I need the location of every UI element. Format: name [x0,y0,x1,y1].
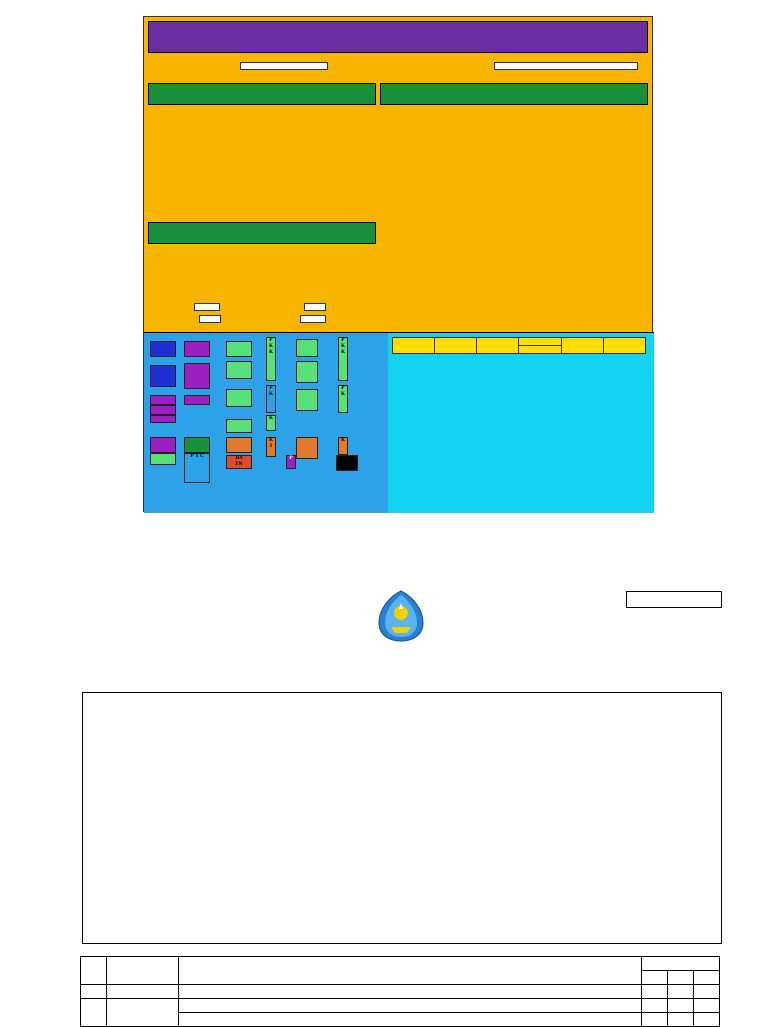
th-tp [642,971,668,985]
mp-2c-button[interactable] [150,405,176,415]
mp-3c-button[interactable] [184,437,210,453]
th-pernyataan [179,957,642,985]
col-num-4 [642,985,668,999]
pk-button-4[interactable]: K 1 [266,437,276,457]
pk-button-6[interactable]: P K [338,385,348,413]
mp-1a-button[interactable] [150,341,176,357]
data-guru-header [380,83,648,105]
apk-7-button[interactable] [226,389,252,407]
mp-1c-button[interactable] [150,365,176,387]
statement-2-sr[interactable] [694,1013,720,1027]
col-num-2 [107,985,179,999]
statement-2 [179,1013,642,1027]
apk-11-button[interactable] [226,419,252,433]
cbv-button[interactable] [336,455,358,471]
col-num-3 [179,985,642,999]
questionnaire-frame [82,692,722,944]
row-no-cell [81,999,107,1027]
mp-2j-button[interactable] [184,395,210,405]
apk-16-button[interactable] [296,437,318,459]
periode-value[interactable] [494,62,638,70]
th-komponen [107,957,179,985]
data-sekolah-header [148,83,376,105]
col-num-6 [694,985,720,999]
mp-2b-button[interactable] [150,395,176,405]
ak-header-akpb [477,338,519,354]
pk-button-3[interactable]: K [266,415,276,431]
apk-8-button[interactable] [296,389,318,411]
col-num-1 [81,985,107,999]
apk-4-button[interactable] [296,361,318,383]
mp-2h-button[interactable] [184,363,210,389]
th-penilaian [642,957,720,971]
sumatif-value[interactable] [199,315,221,323]
pk-button-7[interactable]: K [338,437,348,455]
mp-2e-button[interactable] [150,437,176,453]
pk-button-2[interactable]: P K [266,385,276,413]
th-kd [668,971,694,985]
p1c-button[interactable]: P 1 C [184,453,210,483]
col-num-5 [668,985,694,999]
ak-header-akk [435,338,477,354]
ak-header-akp [561,338,603,354]
apk-1-button[interactable] [226,341,252,357]
mp-2f-button[interactable] [184,341,210,357]
statement-2-tp[interactable] [642,1013,668,1027]
th-sr [694,971,720,985]
row-komponen-cell [107,999,179,1027]
tahun-value[interactable] [300,315,326,323]
formatif-value[interactable] [194,303,220,311]
statement-1 [179,999,642,1013]
lmkp-8-button[interactable] [150,453,176,465]
ba-button[interactable]: BA EN [226,455,252,469]
ak-header-akpkb [519,338,561,346]
statement-1-sr[interactable] [694,999,720,1013]
ak-header-pergolongan [393,338,435,354]
tut-wuri-logo-icon [373,589,429,643]
apk-2-button[interactable] [296,339,318,357]
app-screen [143,16,653,512]
kemajuan-value[interactable] [304,303,326,311]
data-penilai-header [148,222,376,244]
pk-button-1[interactable]: P K K [266,337,276,381]
ak-panel [388,332,654,513]
purple-small-button[interactable]: P [286,455,296,469]
pk-button-5[interactable]: P K K [338,337,348,381]
penilaian-table [80,956,720,1027]
tanggal-value[interactable] [240,62,328,70]
menu-panel [144,332,388,513]
apk-13-button[interactable] [226,437,252,453]
ak-table [392,337,646,354]
apk-3-button[interactable] [226,361,252,379]
th-no [81,957,107,985]
statement-1-tp[interactable] [642,999,668,1013]
ak-header-ak [603,338,645,354]
statement-2-kd[interactable] [668,1013,694,1027]
program-banner [148,21,648,53]
lampiran-tag [626,591,722,608]
statement-1-kd[interactable] [668,999,694,1013]
mp-2d-button[interactable] [150,415,176,423]
ak-header-pd-pi [519,346,561,354]
